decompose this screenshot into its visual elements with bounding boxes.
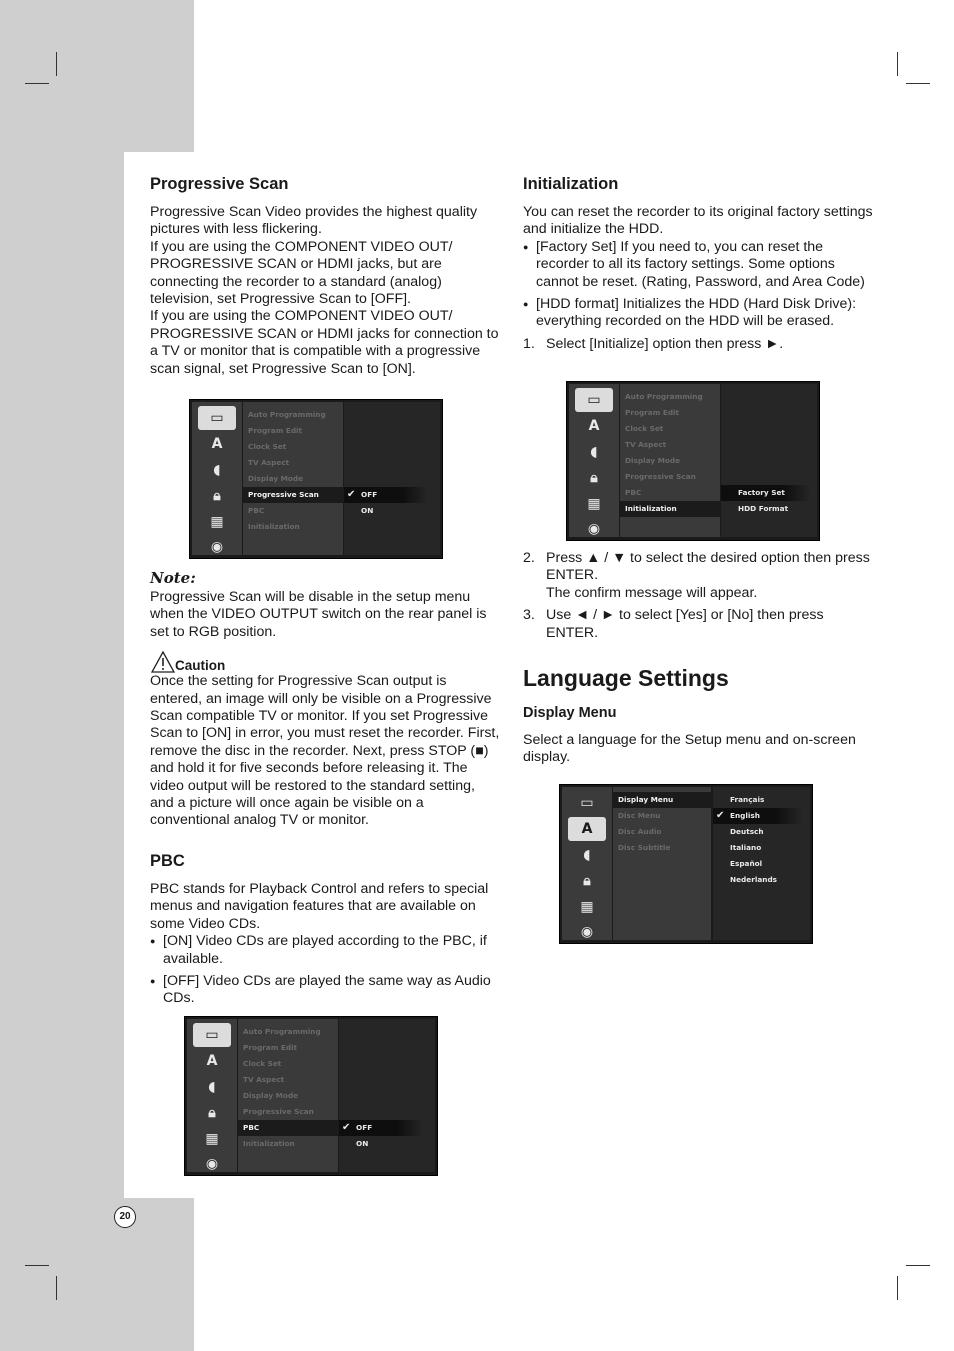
option-label: Italiano [730, 843, 762, 852]
options-pane [721, 384, 817, 537]
crop-mark [906, 83, 930, 84]
step-item [523, 336, 875, 353]
menu-item: Display Mode [243, 1091, 299, 1100]
menu-item: Display Mode [248, 474, 304, 483]
options-pane [339, 1019, 435, 1172]
menu-item: PBC [248, 506, 265, 515]
option [713, 792, 803, 808]
menu-item: Initialization [248, 522, 300, 531]
speaker-icon: ◖ [208, 1079, 216, 1095]
menu-item: Program Edit [625, 408, 680, 417]
step-item [523, 607, 875, 642]
option-label: Español [730, 859, 763, 868]
menu-items-pane [238, 1019, 338, 1172]
language-a-icon: A [588, 418, 600, 434]
option-label: Deutsch [730, 827, 764, 836]
left-column-note [150, 569, 502, 830]
menu-item: Disc Subtitle [618, 843, 671, 852]
menu-item-selected: PBC [238, 1120, 338, 1136]
film-icon: ▦ [205, 1131, 219, 1147]
section-heading-progressive-scan: Progressive Scan [150, 175, 289, 193]
step-text: Select [Initialize] option then press ►. [546, 335, 784, 352]
option-label: HDD Format [738, 504, 789, 513]
menu-item: Clock Set [243, 1059, 282, 1068]
menu-item: Display Mode [625, 456, 681, 465]
warning-triangle-icon [151, 651, 175, 673]
tv-screen-icon: ▭ [575, 388, 613, 412]
subsection-heading-display-menu: Display Menu [523, 705, 617, 721]
crop-mark [56, 52, 57, 76]
setup-menu-progressive-scan [189, 399, 443, 559]
menu-item: Clock Set [625, 424, 664, 433]
step-subtext: The confirm message will appear. [546, 584, 758, 601]
caution-heading-row [150, 651, 502, 673]
setup-menu-language [559, 784, 813, 944]
disc-icon: ◉ [587, 521, 601, 537]
menu-item-selected: Progressive Scan [243, 487, 343, 503]
paragraph: You can reset the recorder to its original factory settings and initialize the HDD. [523, 204, 873, 238]
left-margin-band [0, 0, 124, 1351]
option [344, 503, 428, 519]
film-icon: ▦ [580, 899, 594, 915]
tv-screen-icon: ▭ [580, 795, 594, 811]
padlock-icon: 🔒︎ [208, 1105, 216, 1121]
menu-item: Clock Set [248, 442, 287, 451]
language-a-icon: A [211, 436, 223, 452]
left-column [150, 174, 502, 378]
menu-item: Program Edit [243, 1043, 298, 1052]
paragraph: If you are using the COMPONENT VIDEO OUT/ PROGRESSIVE SCAN or HDMI jacks for connection to a TV or monitor that is compatible with a progressive scan signal, set Progressive Scan to [ON]. [150, 308, 499, 377]
menu-item: Program Edit [248, 426, 303, 435]
section-heading-pbc: PBC [150, 852, 185, 870]
disc-icon: ◉ [580, 924, 594, 940]
disc-icon: ◉ [210, 539, 224, 555]
step-item [523, 550, 875, 602]
option-label: ON [356, 1139, 369, 1148]
options-pane [713, 787, 810, 940]
menu-item: Auto Programming [248, 410, 326, 419]
setup-menu-pbc [184, 1016, 438, 1176]
tv-screen-icon: ▭ [193, 1023, 231, 1047]
option-selected [713, 808, 803, 824]
menu-item-selected: Initialization [620, 501, 720, 517]
option-label: Factory Set [738, 488, 785, 497]
menu-items-pane [613, 787, 711, 940]
padlock-icon: 🔒︎ [583, 873, 591, 889]
crop-mark [25, 83, 49, 84]
option-label: Français [730, 795, 765, 804]
menu-icon-column [569, 384, 619, 537]
section-heading-initialization: Initialization [523, 175, 619, 193]
option [713, 872, 803, 888]
crop-mark [897, 52, 898, 76]
option-label: OFF [361, 490, 378, 499]
menu-item: Auto Programming [625, 392, 703, 401]
padlock-icon: 🔒︎ [213, 488, 221, 504]
speaker-icon: ◖ [213, 462, 221, 478]
menu-item: Auto Programming [243, 1027, 321, 1036]
menu-items-pane [243, 402, 343, 555]
tv-screen-icon: ▭ [198, 406, 236, 430]
bullet-item: ● [HDD format] Initializes the HDD (Hard Disk Drive): everything recorded on the HDD will be erased. [523, 296, 875, 331]
caution-text: Once the setting for Progressive Scan output is entered, an image will only be visible on a Progressive Scan compatible TV or monitor. If you set Progressive Scan to [ON] in error, you must reset the recorder. First, remove the disc in the recorder. Next, press STOP (■) and hold it for five seconds before releasing it. The video output will be restored to the standard setting, and a picture will once again be visible on a conventional analog TV or monitor. [150, 673, 500, 829]
option-selected [339, 1120, 423, 1136]
check-icon: ✔ [716, 810, 725, 821]
menu-icon-column [187, 1019, 237, 1172]
option [713, 840, 803, 856]
film-icon: ▦ [587, 496, 601, 512]
menu-item: Progressive Scan [243, 1107, 314, 1116]
right-column [523, 174, 875, 353]
right-column-language [523, 664, 875, 767]
paragraph: If you are using the COMPONENT VIDEO OUT/ PROGRESSIVE SCAN or HDMI jacks, but are connecting the recorder to a standard (analog) television, set Progressive Scan to [OFF]. [150, 238, 453, 308]
setup-menu-initialization [566, 381, 820, 541]
option [721, 501, 811, 517]
menu-item: Initialization [243, 1139, 295, 1148]
paragraph: Select a language for the Setup menu and on-screen display. [523, 732, 856, 766]
caution-heading: Caution [175, 658, 226, 674]
option [339, 1136, 423, 1152]
step-text: Press ▲ / ▼ to select the desired option then press ENTER. [546, 550, 870, 584]
menu-item: TV Aspect [243, 1075, 285, 1084]
crop-mark [25, 1265, 49, 1266]
menu-item: Disc Menu [618, 811, 661, 820]
left-margin-band-bottom [0, 1198, 194, 1351]
option-selected [344, 487, 428, 503]
menu-item: TV Aspect [248, 458, 290, 467]
speaker-icon: ◖ [583, 847, 591, 863]
note-text: Progressive Scan will be disable in the setup menu when the VIDEO OUTPUT switch on the rear panel is set to RGB position. [150, 589, 487, 640]
step-text: Use ◄ / ► to select [Yes] or [No] then press ENTER. [546, 607, 824, 641]
step-number: 3. [523, 607, 535, 624]
crop-mark [897, 1276, 898, 1300]
bullet-item: ● [OFF] Video CDs are played the same way as Audio CDs. [150, 973, 502, 1008]
crop-mark [56, 1276, 57, 1300]
right-column-steps [523, 550, 875, 642]
language-a-icon: A [206, 1053, 218, 1069]
language-a-icon: A [568, 817, 606, 841]
disc-icon: ◉ [205, 1156, 219, 1172]
paragraph: Progressive Scan Video provides the highest quality pictures with less flickering. [150, 204, 478, 238]
bullet-item: ● [Factory Set] If you need to, you can reset the recorder to all its factory settings. Some options cannot be reset. (Rating, Password, and Area Code) [523, 239, 875, 291]
crop-mark [906, 1265, 930, 1266]
menu-item: Progressive Scan [625, 472, 696, 481]
menu-icon-column [562, 787, 612, 940]
menu-item-selected: Display Menu [613, 792, 711, 808]
page-number: 20 [114, 1206, 136, 1228]
menu-icon-column [192, 402, 242, 555]
menu-item: TV Aspect [625, 440, 667, 449]
menu-item: Disc Audio [618, 827, 662, 836]
options-pane [344, 402, 440, 555]
step-number: 2. [523, 550, 535, 566]
section-heading-language-settings: Language Settings [523, 665, 729, 691]
bullet-item: ● [ON] Video CDs are played according to the PBC, if available. [150, 933, 502, 968]
step-number: 1. [523, 335, 535, 352]
menu-item: PBC [625, 488, 642, 497]
check-icon: ✔ [347, 489, 356, 500]
option-label: English [730, 811, 760, 820]
option [713, 856, 803, 872]
option-selected [721, 485, 811, 501]
option-label: Nederlands [730, 875, 778, 884]
option-label: OFF [356, 1123, 373, 1132]
option [713, 824, 803, 840]
left-column-pbc [150, 851, 502, 1008]
option-label: ON [361, 506, 374, 515]
film-icon: ▦ [210, 514, 224, 530]
check-icon: ✔ [342, 1122, 351, 1133]
speaker-icon: ◖ [590, 444, 598, 460]
note-heading: Note: [150, 569, 196, 587]
menu-items-pane [620, 384, 720, 537]
padlock-icon: 🔒︎ [590, 470, 598, 486]
paragraph: PBC stands for Playback Control and refers to special menus and navigation features that are available on some Video CDs. [150, 881, 489, 932]
